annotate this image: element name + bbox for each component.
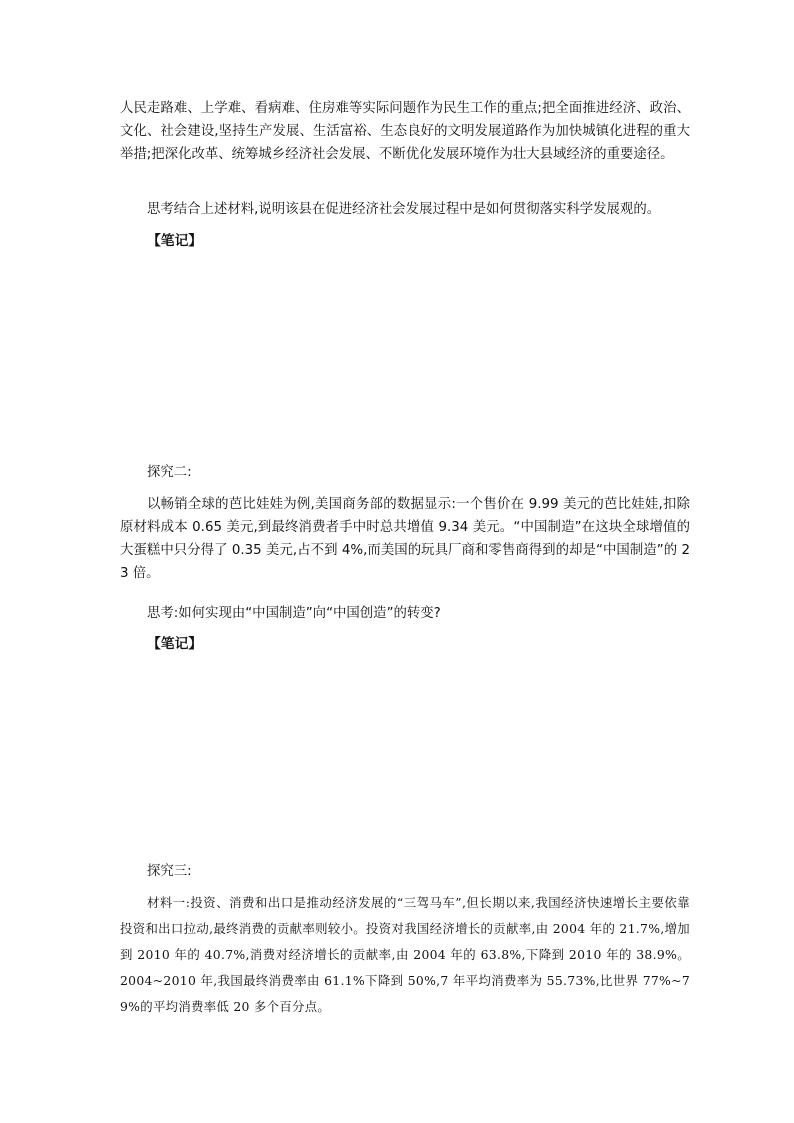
question-2: 思考:如何实现由“中国制造”向“中国创造”的转变? [147, 606, 441, 621]
section-heading-3: 探究三: [147, 864, 192, 879]
note-label-1: 【笔记】 [147, 233, 203, 249]
paragraph-barbie: 以畅销全球的芭比娃娃为例,美国商务部的数据显示:一个售价在 9.99 美元的芭比娃娃,扣除原材料成本 0.65 美元,到最终消费者手中时总共增值 9.34 美元。“中国制造”在这块全球增值的大蛋糕中只分得了 0.35 美元,占不到 4%,而美国的玩具厂商和零售商得到的却是“中国制造”的 23 倍。 [120, 497, 690, 581]
question-1: 思考结合上述材料,说明该县在促进经济社会发展过程中是如何贯彻落实科学发展观的。 [147, 202, 661, 217]
note-label-2: 【笔记】 [147, 636, 203, 652]
material-one: 材料一:投资、消费和出口是推动经济发展的“三驾马车”,但长期以来,我国经济快速增长主要依靠投资和出口拉动,最终消费的贡献率则较小。投资对我国经济增长的贡献率,由 2004 年的 21.7%,增加到 2010 年的 40.7%,消费对经济增长的贡献率,由 2004 年的 63.8%,下降到 2010 年的 38.9%。2004~2010 年,我国最终消费率由 61.1%下降到 50%,7 年平均消费率为 55.73%,比世界 77%~79%的平均消费率低 20 多个百分点。 [120, 895, 690, 1014]
section-heading-2: 探究二: [147, 465, 192, 480]
paragraph-livelihood: 人民走路难、上学难、看病难、住房难等实际问题作为民生工作的重点;把全面推进经济、政治、文化、社会建设,坚持生产发展、生活富裕、生态良好的文明发展道路作为加快城镇化进程的重大举措;把深化改革、统筹城乡经济社会发展、不断优化发展环境作为壮大县域经济的重要途径。 [120, 101, 690, 162]
